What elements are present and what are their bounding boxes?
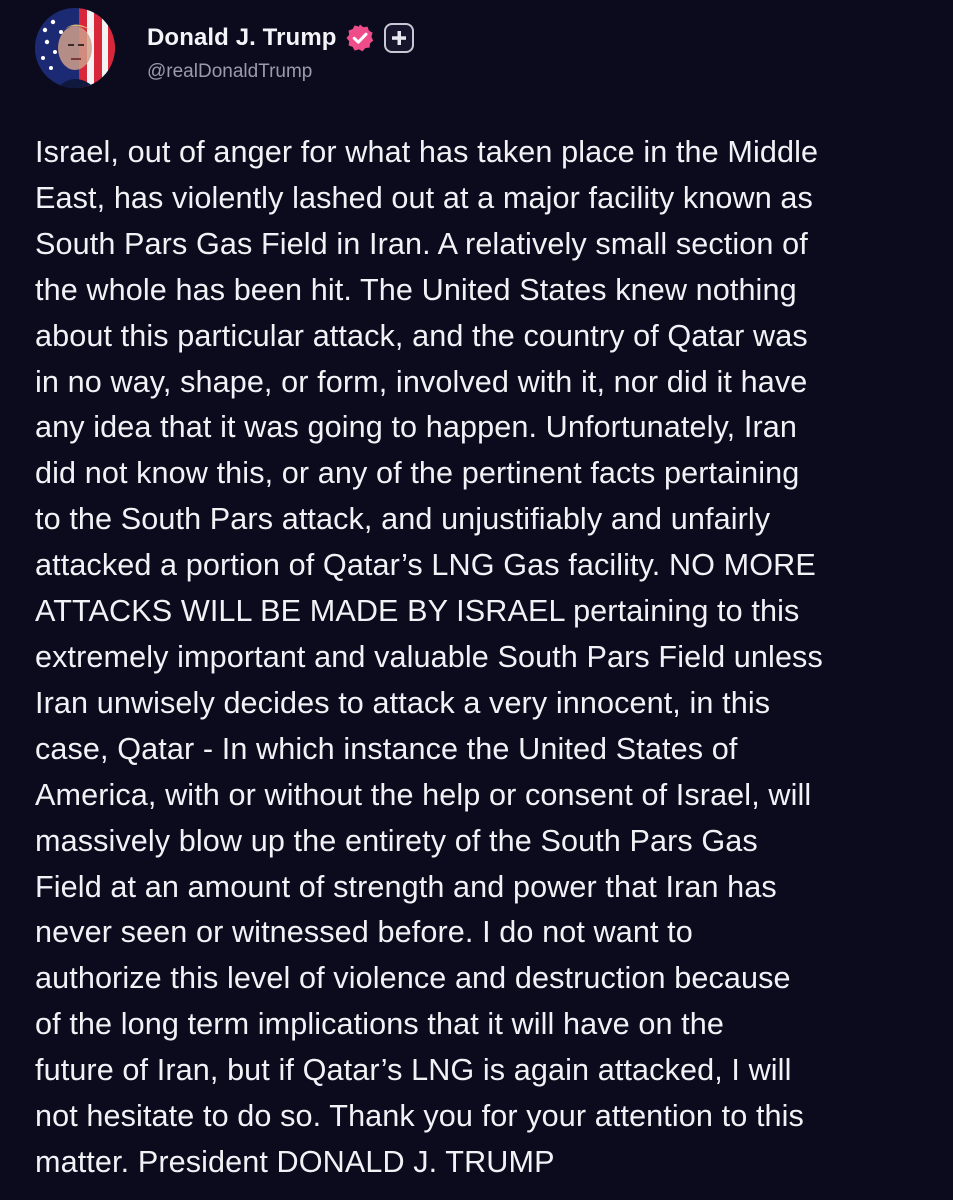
plus-icon <box>391 30 407 46</box>
follow-button[interactable] <box>384 23 414 53</box>
post-text: Israel, out of anger for what has taken place in the Middle East, has violently lashed out at a major facility known as South Pars Gas Field in Iran. A relatively small section of the whole has been hit. The United States knew nothing about this particular attack, and the country of Qatar was in no way, shape, or form, involved with it, nor did it have any idea that it was going to happen. Unfortunately, Iran did not know this, or any of the pertinent facts pertaining to the South Pars attack, and unjustifiably and unfairly attacked a portion of Qatar’s LNG Gas facility. NO MORE ATTACKS WILL BE MADE BY ISRAEL pertaining to this extremely important and valuable South Pars Field unless Iran unwisely decides to attack a very innocent, in this case, Qatar - In which instance the United States of America, with or without the help or consent of Israel, will massively blow up the entirety of the South Pars Gas Field at an amount of strength and power that Iran has never seen or witnessed before. I do not want to authorize this level of violence and destruction because of the long term implications that it will have on the future of Iran, but if Qatar’s LNG is again attacked, I will not hesitate to do so. Thank you for your attention to this matter. President DONALD J. TRUMP <box>35 135 823 1179</box>
avatar[interactable] <box>35 8 115 88</box>
profile-avatar-image <box>35 8 115 88</box>
name-row <box>147 18 414 58</box>
post-header <box>35 8 915 88</box>
verified-badge-icon <box>345 23 375 53</box>
user-handle[interactable]: @realDonaldTrump <box>147 61 313 82</box>
display-name[interactable]: Donald J. Trump <box>147 24 337 51</box>
